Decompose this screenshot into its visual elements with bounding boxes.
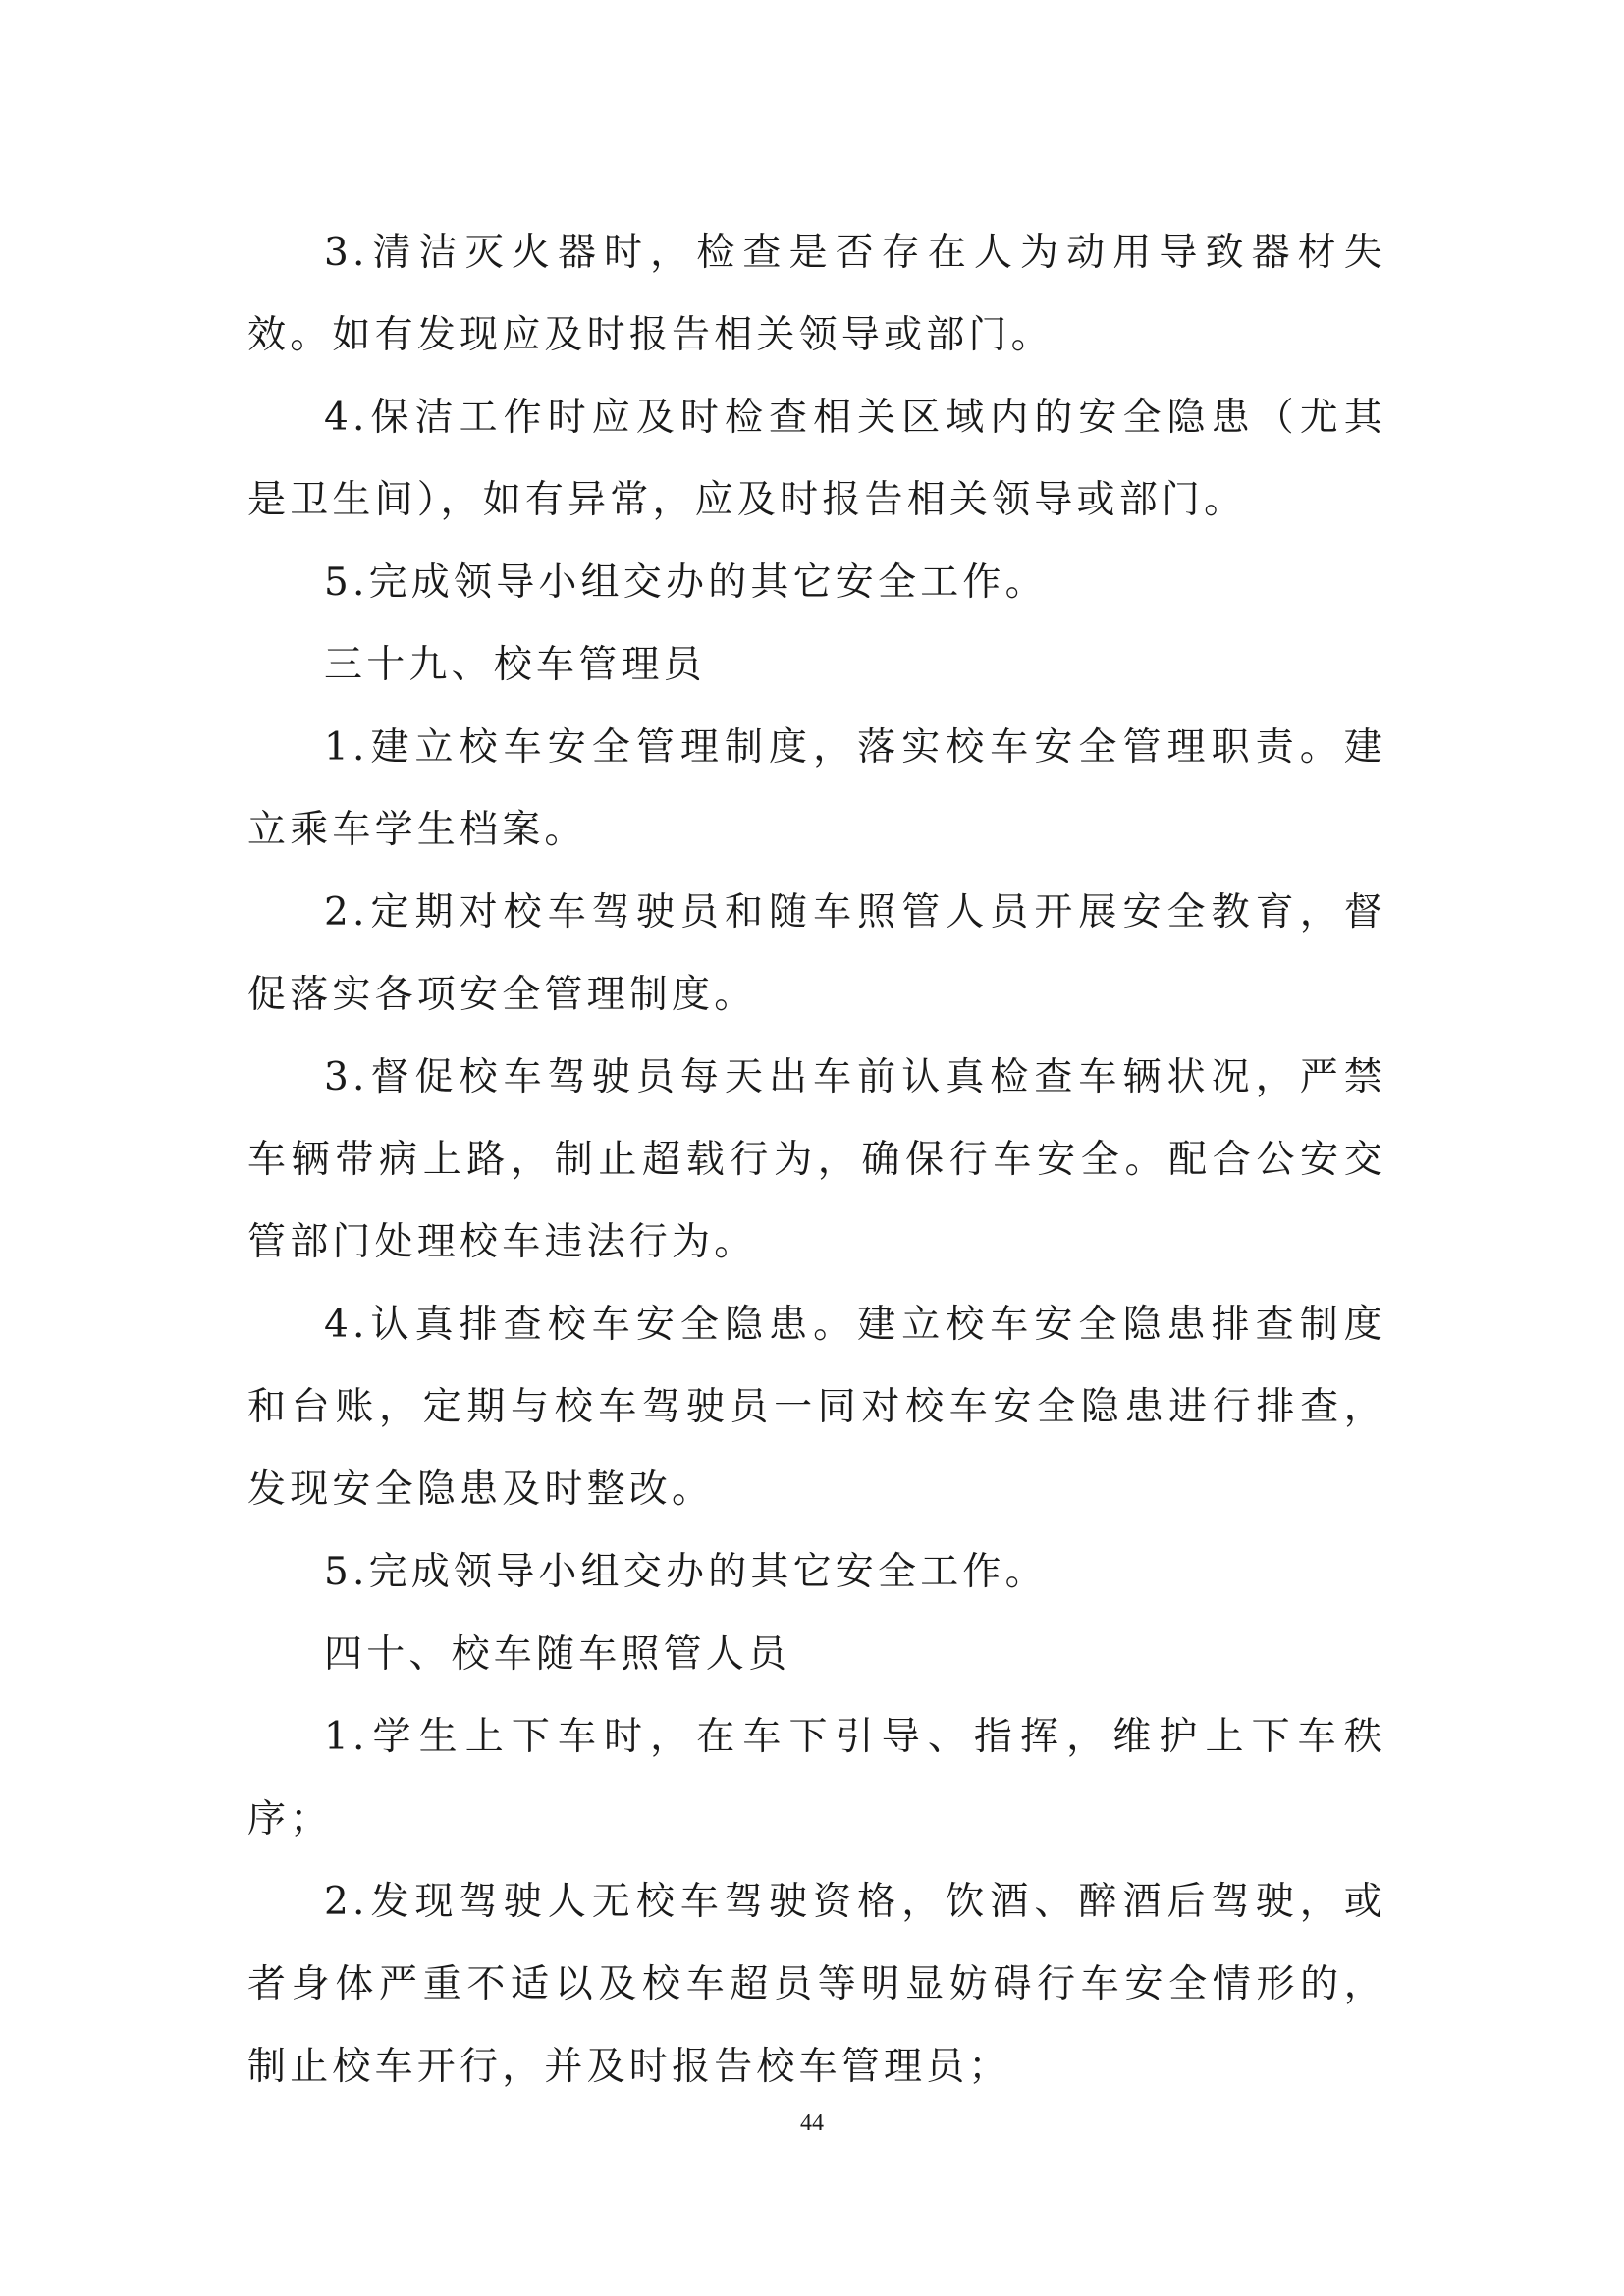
paragraph-complete-other-tasks: 5.完成领导小组交办的其它安全工作。: [324, 561, 1048, 605]
paragraph-vehicle-inspection: 3.督促校车驾驶员每天出车前认真检查车辆状况，严禁车辆带病上路，制止超载行为，确保行车安全。配合公安交管部门处理校车违法行为。: [247, 1055, 1386, 1264]
paragraph-fire-extinguisher-check: 3.清洁灭火器时，检查是否存在人为动用导致器材失效。如有发现应及时报告相关领导或部门。: [247, 231, 1386, 357]
paragraph-safety-education: 2.定期对校车驾驶员和随车照管人员开展安全教育，督促落实各项安全管理制度。: [247, 890, 1386, 1017]
page-number: 44: [800, 2110, 824, 2136]
section-heading-bus-manager: 三十九、校车管理员: [324, 643, 706, 687]
section-heading-bus-attendant: 四十、校车随车照管人员: [324, 1632, 791, 1677]
paragraph-driver-unfit-report: 2.发现驾驶人无校车驾驶资格，饮酒、醉酒后驾驶，或者身体严重不适以及校车超员等明显妨碍行车安全情形的，制止校车开行，并及时报告校车管理员；: [247, 1880, 1386, 2089]
paragraph-cleaning-safety-check: 4.保洁工作时应及时检查相关区域内的安全隐患（尤其是卫生间），如有异常，应及时报告相关领导或部门。: [247, 396, 1386, 522]
paragraph-bus-safety-system: 1.建立校车安全管理制度，落实校车安全管理职责。建立乘车学生档案。: [247, 725, 1386, 852]
document-body: [247, 212, 1386, 2109]
paragraph-complete-other-tasks-2: 5.完成领导小组交办的其它安全工作。: [324, 1550, 1048, 1594]
paragraph-boarding-guidance: 1.学生上下车时，在车下引导、指挥，维护上下车秩序；: [247, 1715, 1386, 1842]
paragraph-hazard-investigation: 4.认真排查校车安全隐患。建立校车安全隐患排查制度和台账，定期与校车驾驶员一同对校车安全隐患进行排查，发现安全隐患及时整改。: [247, 1303, 1386, 1512]
